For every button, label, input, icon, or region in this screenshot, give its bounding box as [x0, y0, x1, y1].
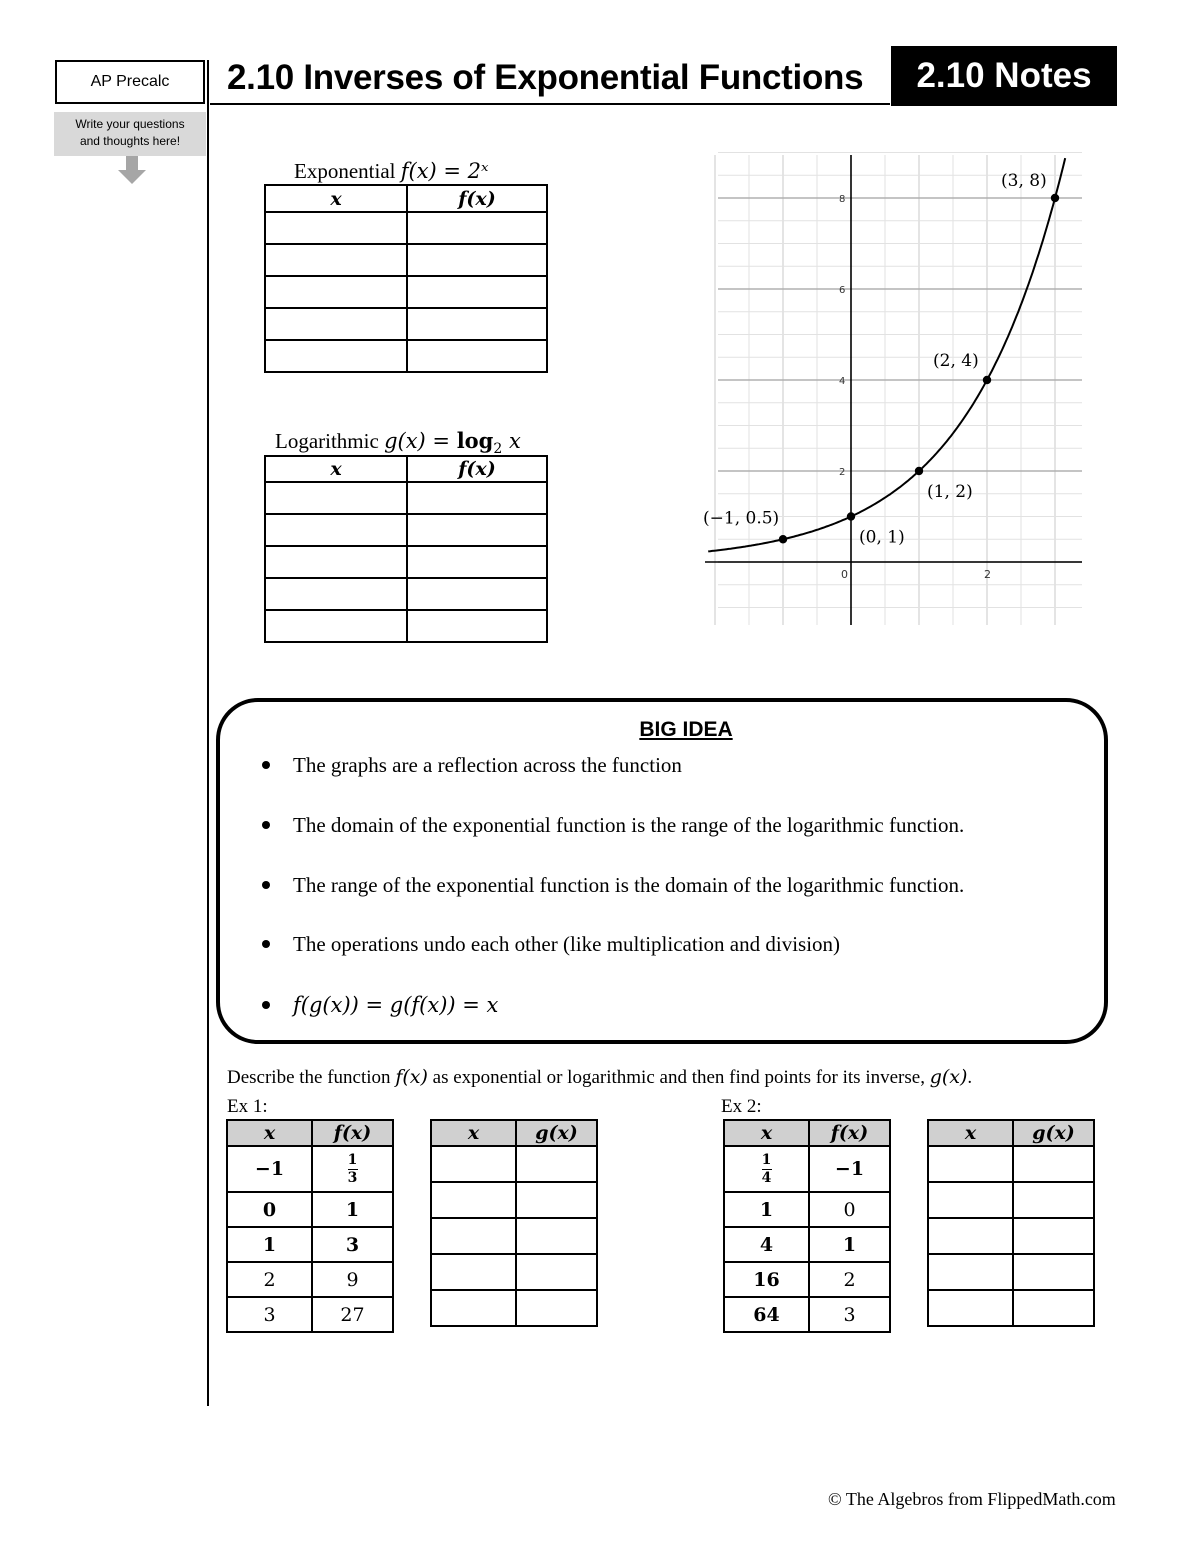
exp-cell[interactable]: [265, 340, 407, 372]
instructions-text: .: [967, 1067, 973, 1088]
exp-cell[interactable]: [407, 244, 547, 276]
log-cell[interactable]: [265, 482, 407, 514]
ex1-inverse-table: [430, 1119, 598, 1327]
point-label: (0, 1): [859, 527, 905, 548]
ex1-inv-cell[interactable]: [516, 1290, 597, 1326]
copyright-footer: © The Algebros from FlippedMath.com: [828, 1489, 1116, 1509]
graph-axes: [705, 155, 1082, 625]
log-caption-arg: x: [502, 429, 521, 453]
exp-cell[interactable]: [407, 212, 547, 244]
ex1-x-cell: 3: [227, 1297, 312, 1332]
ex1-inv-cell[interactable]: [516, 1182, 597, 1218]
log-cell[interactable]: [407, 546, 547, 578]
ex2-inv-col-x: x: [928, 1120, 1013, 1146]
bullet-icon: [262, 940, 270, 948]
ex1-inv-cell[interactable]: [516, 1146, 597, 1182]
ex2-inv-col-gx: g(x): [1013, 1120, 1094, 1146]
exp-cell[interactable]: [265, 212, 407, 244]
data-point: [779, 535, 787, 543]
exp-col-fx: f(x): [407, 185, 547, 212]
sidebar-note-line1: Write your questions: [75, 117, 185, 131]
x-tick-label: 0: [841, 568, 848, 581]
exp-cell[interactable]: [407, 340, 547, 372]
exp-col-x: x: [265, 185, 407, 212]
log-table: [264, 455, 548, 643]
instructions-f: f(x): [395, 1066, 428, 1088]
exp-cell[interactable]: [265, 276, 407, 308]
ex1-fx-cell: 1: [312, 1192, 393, 1227]
y-tick-label: 4: [839, 376, 846, 387]
notes-badge: 2.10 Notes: [891, 46, 1117, 106]
ex2-inv-cell[interactable]: [928, 1290, 1013, 1326]
log-col-x: x: [265, 456, 407, 482]
ex2-inv-cell[interactable]: [1013, 1254, 1094, 1290]
y-tick-label: 6: [839, 285, 846, 296]
log-cell[interactable]: [407, 514, 547, 546]
ex2-inv-cell[interactable]: [1013, 1182, 1094, 1218]
fraction: [348, 1153, 358, 1186]
graph-ticks: [839, 194, 991, 581]
sidebar-note-line2: and thoughts here!: [79, 134, 181, 148]
frac-den: 3: [347, 1169, 358, 1186]
bullet-text: The domain of the exponential function is the range of the logarithmic function.: [293, 813, 965, 837]
ex1-label: Ex 1:: [227, 1096, 268, 1117]
exp-cell[interactable]: [265, 244, 407, 276]
log-cell[interactable]: [265, 546, 407, 578]
ex2-x-cell: 16: [724, 1262, 809, 1297]
ex1-x-cell: −1: [227, 1146, 312, 1192]
exp-table-caption: [294, 159, 489, 184]
ex1-inv-col-gx: g(x): [516, 1120, 597, 1146]
examples-instructions: [227, 1066, 972, 1089]
exp-caption-word: Exponential: [294, 159, 396, 183]
ex2-col-fx: f(x): [809, 1120, 890, 1146]
ex1-col-fx: f(x): [312, 1120, 393, 1146]
instructions-text: as exponential or logarithmic and then find points for its inverse,: [427, 1067, 930, 1088]
ex2-label: Ex 2:: [721, 1096, 762, 1117]
ex1-fx-cell: 9: [312, 1262, 393, 1297]
log-cell[interactable]: [265, 578, 407, 610]
ex2-x-cell: 1: [724, 1192, 809, 1227]
exp-cell[interactable]: [407, 276, 547, 308]
graph-grid: [715, 153, 1082, 626]
ex1-x-cell: 1: [227, 1227, 312, 1262]
exp-curve: [708, 158, 1065, 551]
point-label: (2, 4): [933, 351, 979, 371]
exponential-graph: [690, 150, 1090, 630]
ex1-fx-cell: 3: [312, 1227, 393, 1262]
ex2-fx-cell: 3: [809, 1297, 890, 1332]
bullet-icon: [262, 821, 270, 829]
frac-num: 1: [347, 1151, 358, 1168]
ex2-inv-cell[interactable]: [928, 1218, 1013, 1254]
point-label: (−1, 0.5): [703, 508, 780, 529]
ex2-fx-cell: 2: [809, 1262, 890, 1297]
ex1-inv-cell[interactable]: [516, 1218, 597, 1254]
bullet-text: f(g(x)) = g(f(x)) = x: [293, 993, 499, 1017]
frac-den: 4: [761, 1169, 772, 1186]
ex1-fx-cell: 27: [312, 1297, 393, 1332]
bullet-text: The graphs are a reflection across the function: [293, 753, 682, 777]
graph-labels: [703, 171, 1047, 548]
log-cell[interactable]: [265, 610, 407, 642]
margin-line: [207, 60, 209, 1406]
ex1-x-cell: 0: [227, 1192, 312, 1227]
ex1-inv-cell[interactable]: [516, 1254, 597, 1290]
ex1-inv-cell[interactable]: [431, 1182, 516, 1218]
ex1-inv-cell[interactable]: [431, 1218, 516, 1254]
ex2-x-cell: 64: [724, 1297, 809, 1332]
log-caption-math: g(x) =: [384, 429, 457, 453]
exp-caption-math: f(x) = 2ˣ: [400, 159, 489, 183]
ex2-x-cell: 4: [724, 1227, 809, 1262]
title-underline: [210, 103, 890, 105]
data-point: [915, 467, 923, 475]
ex2-inv-cell[interactable]: [1013, 1146, 1094, 1182]
arrow-down-icon: [118, 156, 146, 186]
log-cell[interactable]: [407, 578, 547, 610]
bullet-icon: [262, 761, 270, 769]
data-point: [983, 376, 991, 384]
page-title: 2.10 Inverses of Exponential Functions: [227, 58, 864, 97]
data-point: [847, 512, 855, 520]
big-idea-bullet: [262, 873, 964, 898]
ex1-col-x: x: [227, 1120, 312, 1146]
ex2-fx-cell: 0: [809, 1192, 890, 1227]
log-caption-base: 2: [493, 441, 503, 458]
frac-num: 1: [761, 1151, 772, 1168]
big-idea-title: BIG IDEA: [639, 718, 733, 741]
x-tick-label: 2: [984, 568, 991, 581]
ex2-inv-cell[interactable]: [928, 1182, 1013, 1218]
course-label: [55, 60, 205, 104]
ex1-inv-cell[interactable]: [431, 1290, 516, 1326]
big-idea-bullet: [262, 932, 840, 957]
log-caption-word: Logarithmic: [275, 429, 379, 453]
y-tick-label: 8: [839, 194, 846, 205]
log-table-caption: [275, 428, 521, 457]
fraction: [762, 1153, 772, 1186]
point-label: (3, 8): [1001, 171, 1047, 191]
data-point: [1051, 194, 1059, 202]
sidebar-note: [54, 112, 206, 156]
ex2-fx-cell: −1: [809, 1146, 890, 1192]
course-text: AP Precalc: [90, 73, 170, 90]
ex1-x-cell: 2: [227, 1262, 312, 1297]
ex2-given-table: [723, 1119, 891, 1333]
instructions-text: Describe the function: [227, 1067, 396, 1088]
log-cell[interactable]: [407, 610, 547, 642]
exp-table: [264, 184, 548, 373]
log-cell[interactable]: [265, 514, 407, 546]
bullet-text: The operations undo each other (like multiplication and division): [293, 932, 841, 956]
bullet-icon: [262, 881, 270, 889]
ex1-inv-cell[interactable]: [431, 1146, 516, 1182]
exp-cell[interactable]: [265, 308, 407, 340]
big-idea-bullet: [262, 813, 964, 838]
point-label: (1, 2): [927, 482, 973, 502]
ex2-inv-cell[interactable]: [928, 1254, 1013, 1290]
log-cell[interactable]: [407, 482, 547, 514]
big-idea-bullet: [262, 993, 498, 1018]
ex1-given-table: [226, 1119, 394, 1333]
ex2-col-x: x: [724, 1120, 809, 1146]
ex1-fx-cell: [312, 1146, 393, 1192]
ex2-fx-cell: 1: [809, 1227, 890, 1262]
instructions-g: g(x): [929, 1066, 968, 1088]
bullet-icon: [262, 1001, 270, 1009]
log-col-fx: f(x): [407, 456, 547, 482]
ex1-inv-col-x: x: [431, 1120, 516, 1146]
ex2-inv-cell[interactable]: [1013, 1290, 1094, 1326]
bullet-text: The range of the exponential function is the domain of the logarithmic function.: [293, 873, 965, 897]
big-idea-bullet: [262, 753, 682, 778]
log-caption-log: log: [456, 428, 494, 453]
exp-cell[interactable]: [407, 308, 547, 340]
ex1-inv-cell[interactable]: [431, 1254, 516, 1290]
ex2-inv-cell[interactable]: [928, 1146, 1013, 1182]
ex2-x-cell: [724, 1146, 809, 1192]
ex2-inv-cell[interactable]: [1013, 1218, 1094, 1254]
ex2-inverse-table: [927, 1119, 1095, 1327]
y-tick-label: 2: [839, 467, 846, 478]
